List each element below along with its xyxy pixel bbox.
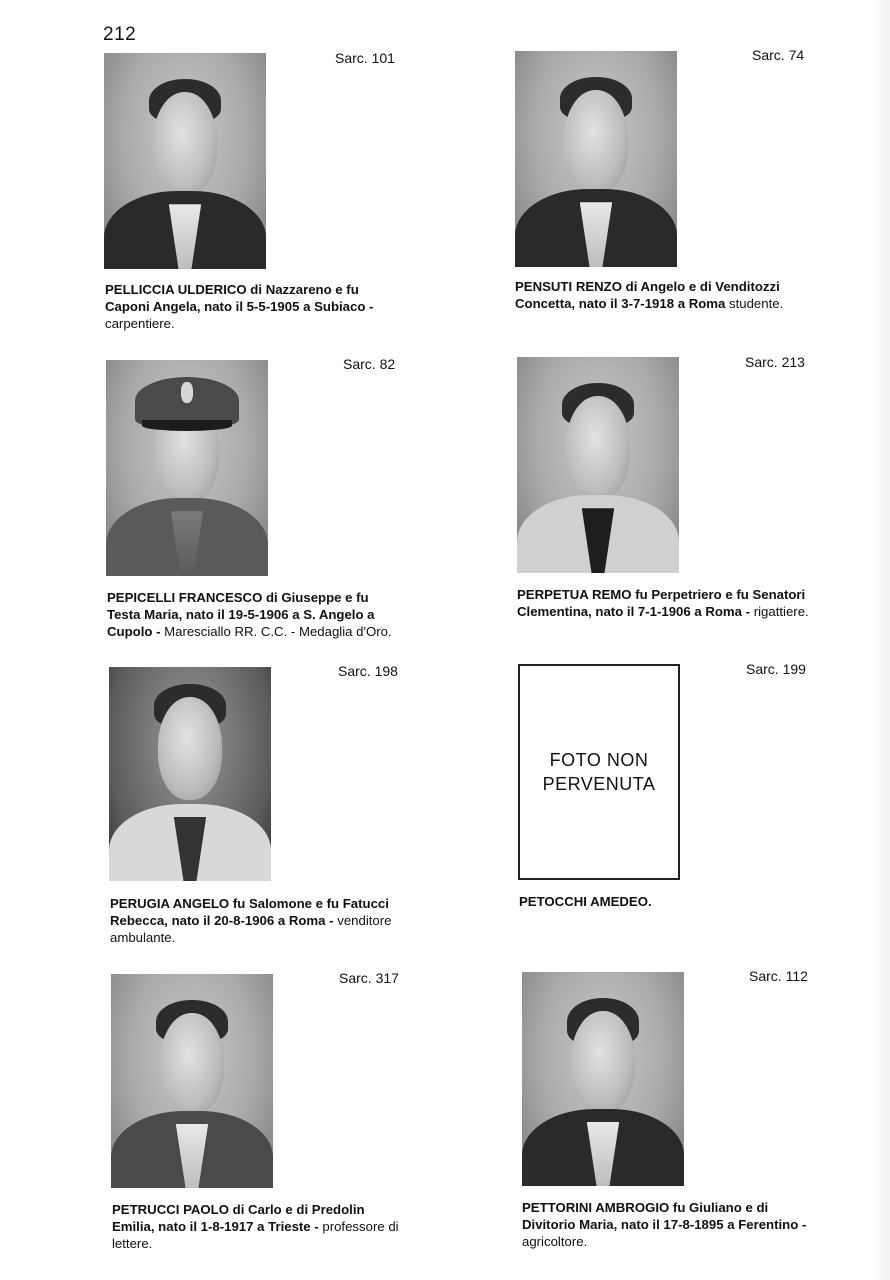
biography-name: PETRUCCI PAOLO di Carlo e di Predolin Emilia, nato il 1-8-1917 a Trieste - [112,1202,365,1234]
sarcophagus-number: Sarc. 74 [752,47,805,63]
biography-occupation: studente. [725,296,784,311]
biography-caption [522,1199,816,1250]
photo-not-received-box [518,664,680,880]
sarcophagus-number: Sarc. 112 [749,968,808,984]
biography-name: PETOCCHI AMEDEO. [519,894,652,909]
portrait-photo [515,51,677,267]
biography-name: PERPETUA REMO fu Perpetriero e fu Senatori Clementina, nato il 7-1-1906 a Roma - [517,587,806,619]
page-edge-shadow [872,0,890,1280]
biography-caption [107,589,399,640]
biography-caption [515,278,807,312]
biography-occupation: rigattiere. [750,604,809,619]
portrait-photo [522,972,684,1186]
sarcophagus-number: Sarc. 199 [746,661,806,677]
placeholder-line: PERVENUTA [542,774,656,794]
biography-caption [105,281,397,332]
biography-name: PELLICCIA ULDERICO di Nazzareno e fu Caponi Angela, nato il 5-5-1905 a Subiaco - [105,282,374,314]
biography-caption [112,1201,404,1252]
sarcophagus-number: Sarc. 198 [338,663,398,679]
portrait-photo [111,974,273,1188]
biography-name: PEPICELLI FRANCESCO di Giuseppe e fu Testa Maria, nato il 19-5-1906 a S. Angelo a Cupolo - [107,590,375,639]
sarcophagus-number: Sarc. 213 [745,354,805,370]
portrait-photo [109,667,271,881]
placeholder-line: FOTO NON [549,750,649,770]
biography-name: PERUGIA ANGELO fu Salomone e fu Fatucci Rebecca, nato il 20-8-1906 a Roma - [110,896,389,928]
portrait-photo [106,360,268,576]
sarcophagus-number: Sarc. 82 [343,356,396,372]
biography-occupation: Maresciallo RR. C.C. - Medaglia d'Oro. [160,624,392,639]
biography-occupation: venditore ambulante. [110,913,392,945]
portrait-photo [104,53,266,269]
portrait-photo [517,357,679,573]
biography-caption [110,895,402,946]
biography-occupation: agricoltore. [522,1234,588,1249]
sarcophagus-number: Sarc. 101 [335,50,395,66]
sarcophagus-number: Sarc. 317 [339,970,399,986]
biography-occupation: professore di lettere. [112,1219,399,1251]
biography-name: PETTORINI AMBROGIO fu Giuliano e di Divitorio Maria, nato il 17-8-1895 a Ferentino - [522,1200,807,1232]
biography-caption [519,893,811,910]
biography-caption [517,586,811,620]
biography-name: PENSUTI RENZO di Angelo e di Venditozzi Concetta, nato il 3-7-1918 a Roma [515,279,780,311]
page-number: 212 [103,24,137,45]
biography-occupation: carpentiere. [105,316,175,331]
